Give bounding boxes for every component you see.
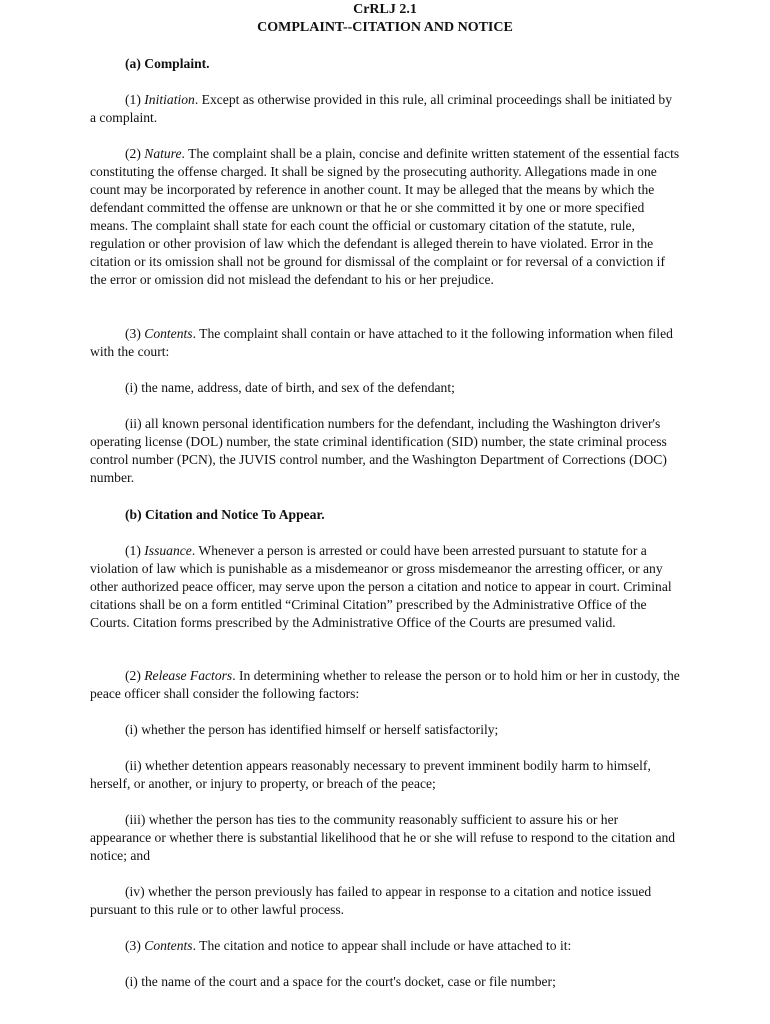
section-a-item-ii: (ii) all known personal identification numbers for the defendant, including the Washington driver's operating license (DOL) number, the state criminal identification (SID) number, the state criminal process control number (PCN), the JUVIS control number, and the Washington Department of Corrections (DOC) number. [90, 416, 667, 485]
paragraph-text: . In determining whether to release the person or to hold him or her in custody, the peace officer shall consider the following factors: [90, 668, 680, 701]
section-b-item-ii: (ii) whether detention appears reasonably necessary to prevent imminent bodily harm to himself, herself, or another, or injury to property, or breach of the peace; [90, 758, 651, 791]
section-a-paragraph-3 [90, 325, 680, 361]
paragraph-label: Nature [144, 146, 182, 161]
section-b-paragraph-2 [90, 667, 680, 703]
paragraph-text: . Whenever a person is arrested or could have been arrested pursuant to statute for a violation of law which is punishable as a misdemeanor or gross misdemeanor the arresting officer, or any other authorized peace officer, may serve upon the person a citation and notice to appear in court. Criminal citations shall be on a form entitled “Criminal Citation” prescribed by the Administrative Office of the Courts. Citation forms prescribed by the Administrative Office of the Courts are presumed valid. [90, 543, 672, 630]
paragraph-label: Issuance [144, 543, 192, 558]
section-b-heading: (b) Citation and Notice To Appear. [125, 507, 325, 522]
paragraph-text: . Except as otherwise provided in this rule, all criminal proceedings shall be initiated by a complaint. [90, 92, 673, 125]
section-b-item-i: (i) whether the person has identified himself or herself satisfactorily; [125, 722, 499, 737]
paragraph-label: Contents [144, 938, 193, 953]
section-b-item-iv: (iv) whether the person previously has failed to appear in response to a citation and notice issued pursuant to this rule or to other lawful process. [90, 884, 652, 917]
section-b-paragraph-3 [90, 937, 680, 955]
paragraph-number: (3) [125, 938, 145, 953]
section-b-item-iii: (iii) whether the person has ties to the community reasonably sufficient to assure his or her appearance or whether there is substantial likelihood that he or she will refuse to respond to the citation and notice; and [90, 812, 676, 863]
paragraph-text: . The complaint shall contain or have attached to it the following information when filed with the court: [90, 326, 673, 359]
paragraph-number: (2) [125, 146, 145, 161]
section-b-contents-item-i: (i) the name of the court and a space for the court's docket, case or file number; [125, 974, 556, 989]
paragraph-label: Contents [144, 326, 193, 341]
section-a-item-i: (i) the name, address, date of birth, and sex of the defendant; [125, 380, 455, 395]
paragraph-text: . The complaint shall be a plain, concise and definite written statement of the essential facts constituting the offense charged. It shall be signed by the prosecuting authority. Allegations made in one count may be incorporated by reference in another count. It may be alleged that the means by which the defendant committed the offense are unknown or that he or she committed it by one or more specified means. The complaint shall state for each count the official or customary citation of the statute, rule, regulation or other provision of law which the defendant is alleged therein to have violated. Error in the citation or its omission shall not be ground for dismissal of the complaint or for reversal of a conviction if the error or omission did not mislead the defendant to his or her prejudice. [90, 146, 680, 287]
paragraph-label: Initiation [144, 92, 195, 107]
paragraph-number: (1) [125, 543, 145, 558]
section-a-paragraph-2 [90, 145, 680, 289]
paragraph-label: Release Factors [144, 668, 233, 683]
paragraph-number: (2) [125, 668, 145, 683]
paragraph-number: (1) [125, 92, 145, 107]
paragraph-number: (3) [125, 326, 145, 341]
section-b-paragraph-1 [90, 542, 680, 632]
rule-id: CrRLJ 2.1 [353, 2, 417, 17]
section-a-heading: (a) Complaint. [125, 56, 210, 71]
section-a-paragraph-1 [90, 91, 680, 127]
rule-title: COMPLAINT--CITATION AND NOTICE [257, 20, 513, 35]
paragraph-text: . The citation and notice to appear shall include or have attached to it: [192, 938, 572, 953]
